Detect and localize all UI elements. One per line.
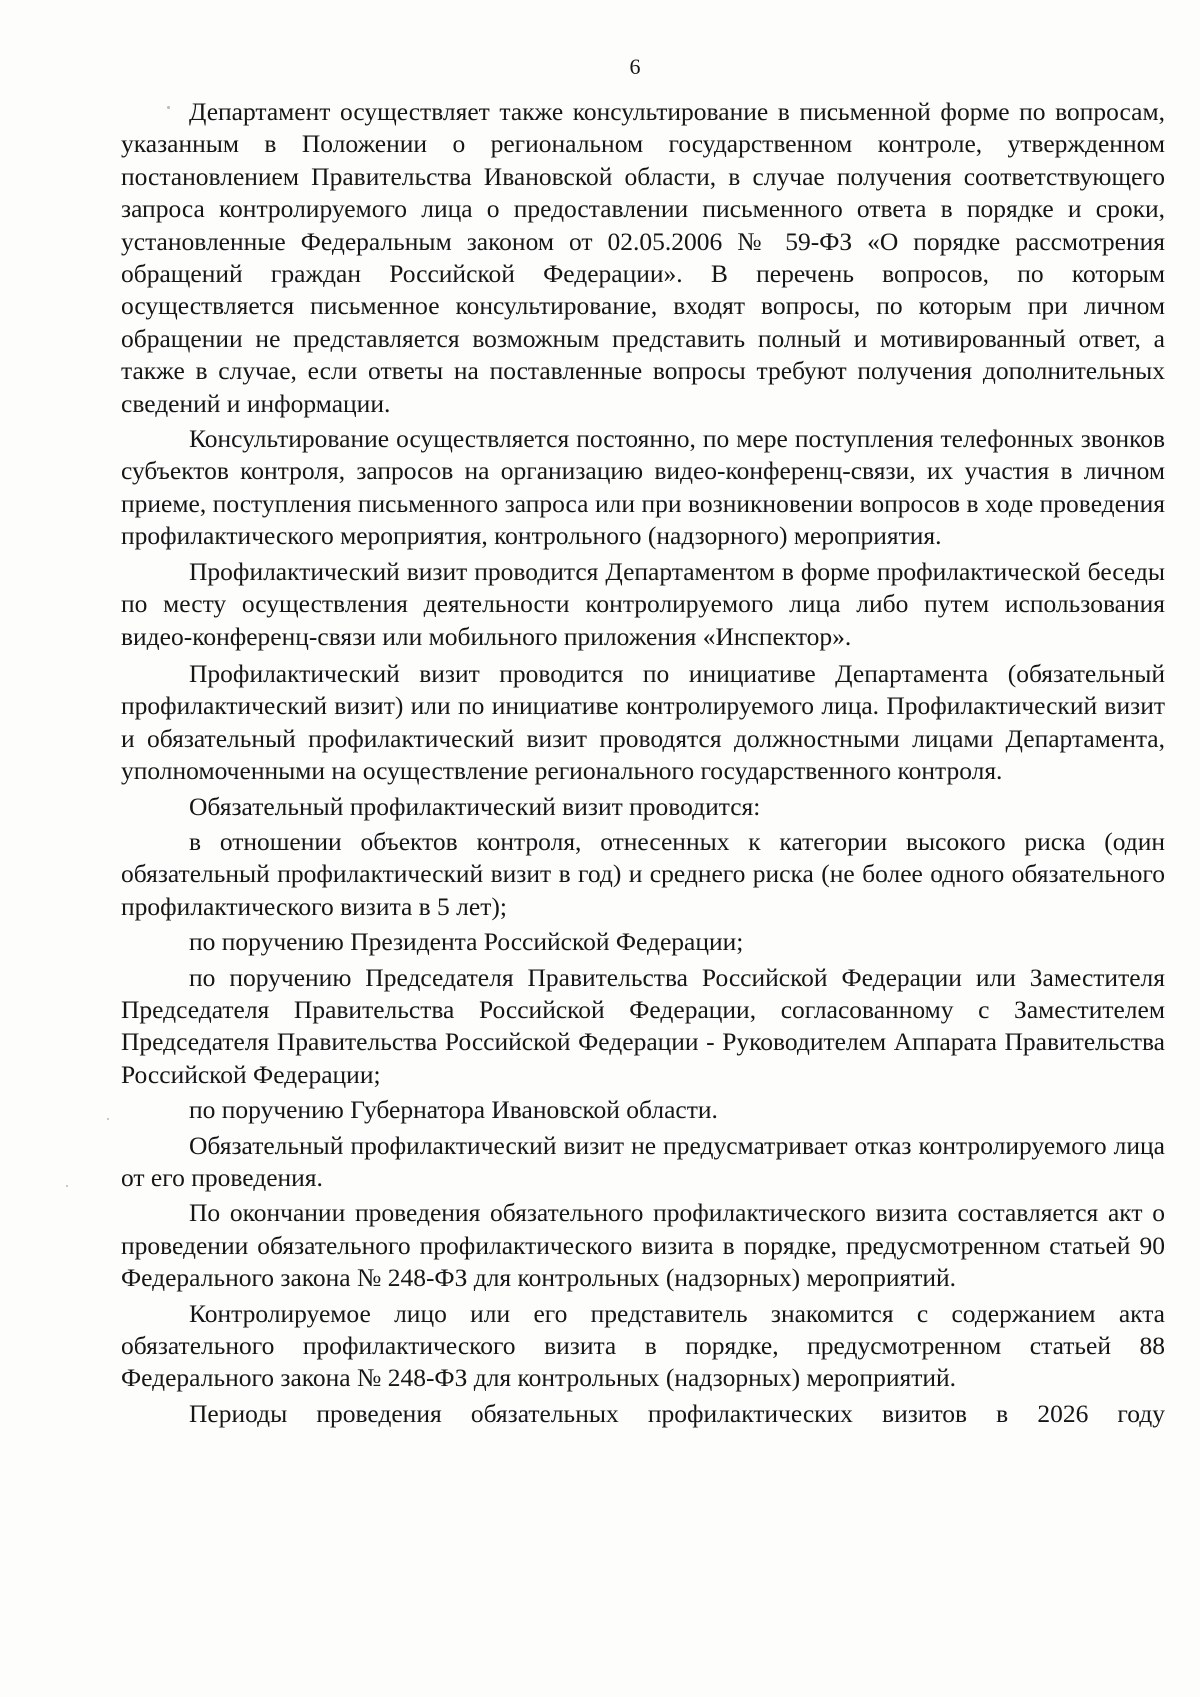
paragraph-visit-periods: Периоды проведения обязательных профилактических визитов в 2026 году [189, 1398, 1165, 1428]
paragraph-act-review: Контролируемое лицо или его представитель знакомится с содержанием акта обязательного профилактического визита в порядке, предусмотренном статьей 88 Федерального закона № 248-ФЗ для контрольных (надзорных) мероприятий. [121, 1298, 1165, 1393]
list-item-president-order: по поручению Президента Российской Федерации; [189, 927, 744, 957]
scan-speck [66, 1185, 68, 1187]
scan-speck [107, 1118, 109, 1120]
page-number: 6 [629, 54, 641, 79]
paragraph-no-refusal: Обязательный профилактический визит не предусматривает отказ контролируемого лица от его проведения. [121, 1130, 1165, 1192]
list-item-government-order: по поручению Председателя Правительства Российской Федерации или Заместителя Председателя Правительства Российской Федерации, согласованному с Заместителем Председателя Правительства Российской Федерации - Руководителем Аппарата Правительства Российской Федерации; [121, 962, 1165, 1089]
list-item-risk-category: в отношении объектов контроля, отнесенных к категории высокого риска (один обязательный профилактический визит в год) и среднего риска (не более одного обязательного профилактического визита в 5 лет); [121, 826, 1165, 921]
paragraph-preventive-visit-form: Профилактический визит проводится Департаментом в форме профилактической беседы по месту осуществления деятельности контролируемого лица либо путем использования видео-конференц-связи или мобильного приложения «Инспектор». [121, 556, 1165, 651]
paragraph-mandatory-visit-intro: Обязательный профилактический визит проводится: [189, 791, 761, 821]
paragraph-visit-act: По окончании проведения обязательного профилактического визита составляется акт о проведении обязательного профилактического визита в порядке, предусмотренном статьей 90 Федерального закона № 248-ФЗ для контрольных (надзорных) мероприятий. [121, 1198, 1165, 1293]
paragraph-visit-initiative: Профилактический визит проводится по инициативе Департамента (обязательный профилактический визит) или по инициативе контролируемого лица. Профилактический визит и обязательный профилактический визит проводятся должностными лицами Департамента, уполномоченными на осуществление регионального государственного контроля. [121, 658, 1165, 786]
document-body [121, 96, 1165, 1430]
scan-speck [167, 106, 170, 109]
paragraph-written-consultation: Департамент осуществляет также консультирование в письменной форме по вопросам, указанным в Положении о региональном государственном контроле, утвержденном постановлением Правительства Ивановской области, в случае получения соответствующего запроса контролируемого лица о предоставлении письменного ответа в порядке и сроки, установленные Федеральным законом от 02.05.2006 № 59-ФЗ «О порядке рассмотрения обращений граждан Российской Федерации». В перечень вопросов, по которым осуществляется письменное консультирование, входят вопросы, по которым при личном обращении не представляется возможным представить полный и мотивированный ответ, а также в случае, если ответы на поставленные вопросы требуют получения дополнительных сведений и информации. [121, 97, 1165, 418]
paragraph-consultation-schedule: Консультирование осуществляется постоянно, по мере поступления телефонных звонков субъектов контроля, запросов на организацию видео-конференц-связи, их участия в личном приеме, поступления письменного запроса или при возникновении вопросов в ходе проведения профилактического мероприятия, контрольного (надзорного) мероприятия. [121, 424, 1165, 551]
list-item-governor-order: по поручению Губернатора Ивановской области. [189, 1095, 718, 1125]
